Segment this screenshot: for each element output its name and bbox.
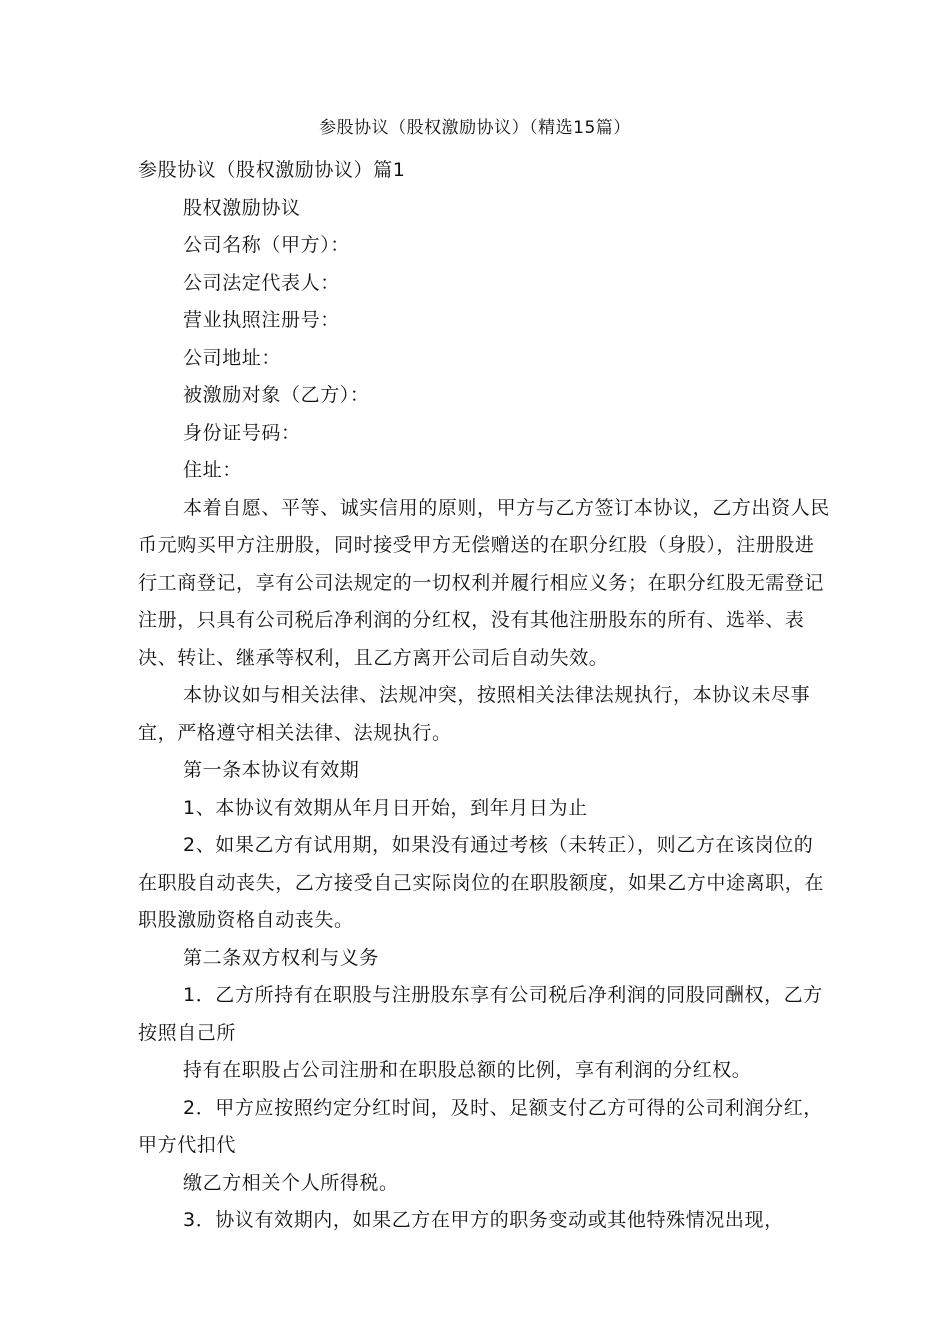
field-id-number: 身份证号码： xyxy=(183,421,301,444)
article2-item2: 2．甲方应按照约定分红时间，及时、足额支付乙方可得的公司利润分红，甲方代扣代 xyxy=(138,1096,823,1156)
article1-item2: 2、如果乙方有试用期，如果没有通过考核（未转正），则乙方在该岗位的在职股自动丧失，乙方接受自己实际岗位的在职股额度，如果乙方中途离职，在职股激励资格自动丧失。 xyxy=(138,834,825,931)
document-title: 参股协议（股权激励协议）（精选15篇） xyxy=(319,118,631,138)
section-heading: 参股协议（股权激励协议）篇1 xyxy=(138,159,406,181)
article1-item1: 1、本协议有效期从年月日开始，到年月日为止 xyxy=(183,796,588,819)
article2-item2-continued: 缴乙方相关个人所得税。 xyxy=(183,1171,399,1194)
field-company-address: 公司地址： xyxy=(183,346,282,369)
article2-item1: 1．乙方所持有在职股与注册股东享有公司税后净利润的同股同酬权，乙方按照自己所 xyxy=(138,984,823,1044)
article2-item1-continued: 持有在职股占公司注册和在职股总额的比例，享有利润的分红权。 xyxy=(183,1059,752,1081)
paragraph-law: 本协议如与相关法律、法规冲突，按照相关法律法规执行，本协议未尽事宜，严格遵守相关法律、法规执行。 xyxy=(138,684,811,744)
document-body xyxy=(138,152,830,1240)
field-incentive-object: 被激励对象（乙方）： xyxy=(183,384,370,406)
article1-title: 第一条本协议有效期 xyxy=(183,759,360,781)
field-license-number: 营业执照注册号： xyxy=(183,309,340,331)
field-company-name: 公司名称（甲方）： xyxy=(183,234,350,256)
article2-title: 第二条双方权利与义务 xyxy=(183,946,380,969)
field-residence: 住址： xyxy=(183,459,242,481)
field-legal-representative: 公司法定代表人： xyxy=(183,271,340,294)
agreement-title: 股权激励协议 xyxy=(183,196,301,219)
article2-item3: 3．协议有效期内，如果乙方在甲方的职务变动或其他特殊情况出现， xyxy=(183,1209,784,1231)
paragraph-intro: 本着自愿、平等、诚实信用的原则，甲方与乙方签订本协议，乙方出资人民币元购买甲方注册股，同时接受甲方无偿赠送的在职分红股（身股），注册股进行工商登记，享有公司法规定的一切权利并履行相应义务；在职分红股无需登记注册，只具有公司税后净利润的分红权，没有其他注册股东的所有、选举、表决、转让、继承等权利，且乙方离开公司后自动失效。 xyxy=(138,496,830,669)
